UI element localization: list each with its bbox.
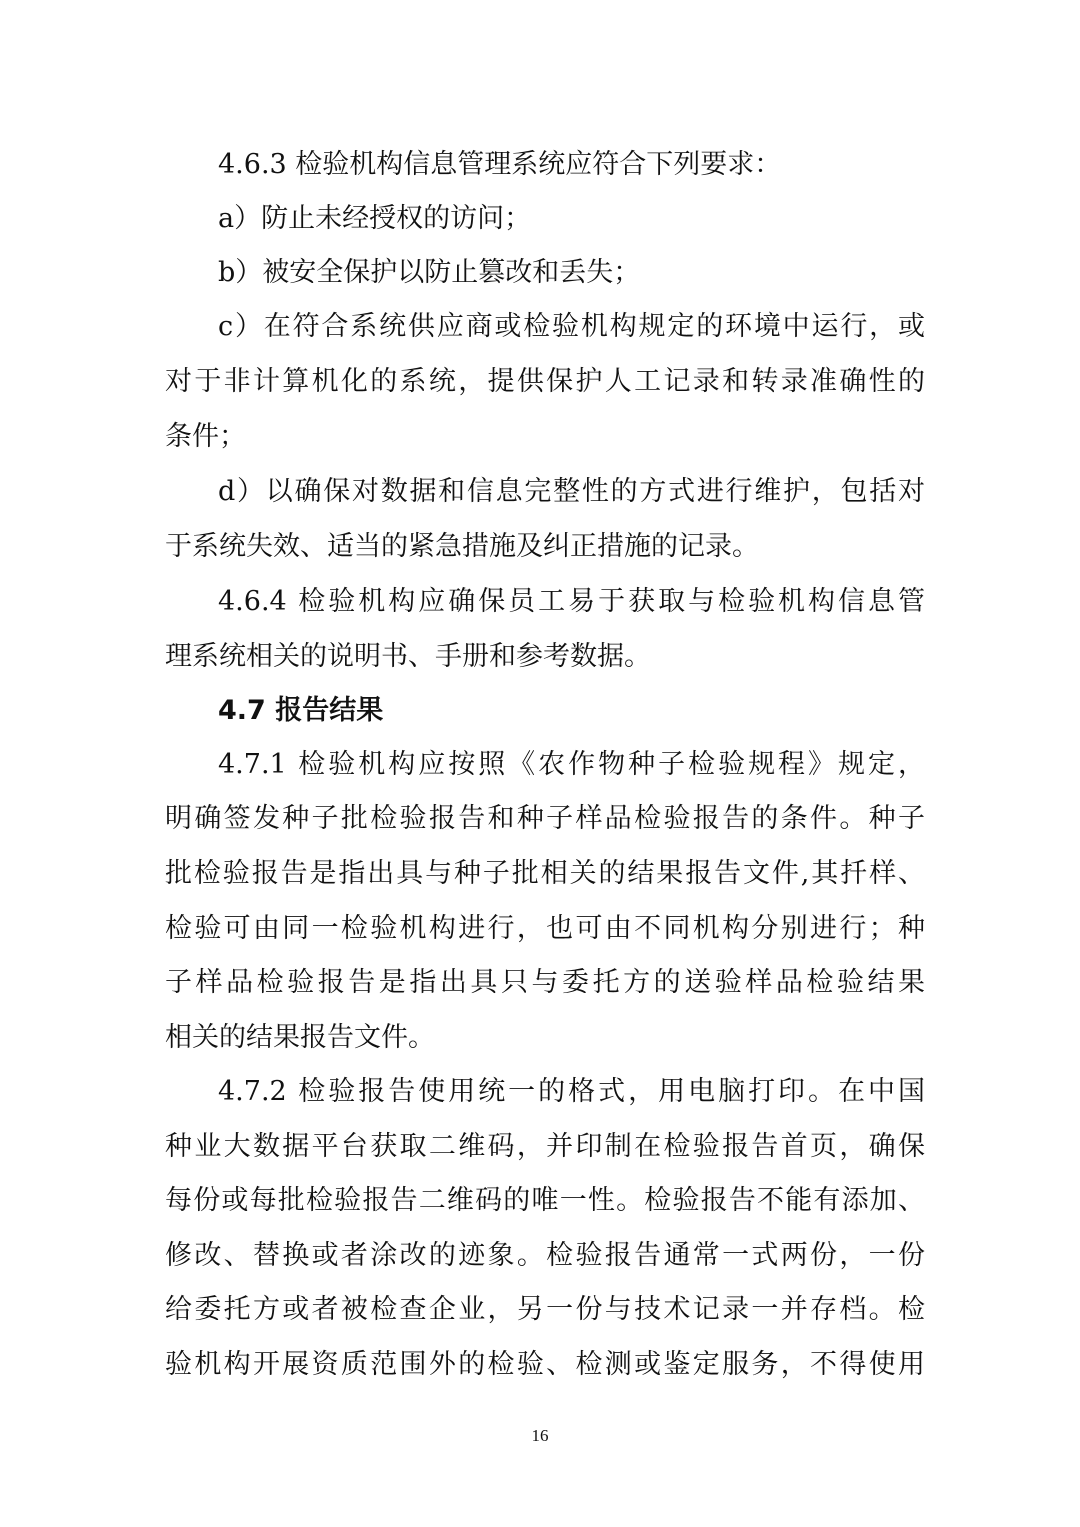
list-item-c-line-3: 条件； xyxy=(165,421,246,452)
clause-4-7-2-line-5: 给委托方或者被检查企业，另一份与技术记录一并存档。检 xyxy=(165,1294,925,1325)
list-item-c-line-2: 对于非计算机化的系统，提供保护人工记录和转录准确性的 xyxy=(165,366,925,397)
clause-4-7-1-line-6: 相关的结果报告文件。 xyxy=(165,1022,435,1053)
clause-4-7-1-line-5: 子样品检验报告是指出具只与委托方的送验样品检验结果 xyxy=(165,967,925,998)
clause-4-7-1-line-4: 检验可由同一检验机构进行，也可由不同机构分别进行；种 xyxy=(165,913,925,944)
clause-4-7-2-line-6: 验机构开展资质范围外的检验、检测或鉴定服务，不得使用 xyxy=(165,1349,925,1380)
clause-4-6-4-line-1: 4.6.4 检验机构应确保员工易于获取与检验机构信息管 xyxy=(218,586,925,617)
clause-4-6-3-title: 4.6.3 检验机构信息管理系统应符合下列要求： xyxy=(218,149,782,180)
section-4-7-heading: 4.7 报告结果 xyxy=(218,695,384,726)
clause-4-7-2-line-1: 4.7.2 检验报告使用统一的格式，用电脑打印。在中国 xyxy=(218,1076,925,1107)
list-item-c-line-1: c）在符合系统供应商或检验机构规定的环境中运行，或 xyxy=(218,311,925,342)
clause-4-6-4-line-2: 理系统相关的说明书、手册和参考数据。 xyxy=(165,641,651,672)
clause-4-7-2-line-3: 每份或每批检验报告二维码的唯一性。检验报告不能有添加、 xyxy=(165,1185,925,1216)
clause-4-7-1-line-1: 4.7.1 检验机构应按照《农作物种子检验规程》规定， xyxy=(218,749,925,780)
page-number: 16 xyxy=(531,1426,549,1445)
clause-4-7-1-line-2: 明确签发种子批检验报告和种子样品检验报告的条件。种子 xyxy=(165,803,925,834)
list-item-d-line-2: 于系统失效、适当的紧急措施及纠正措施的记录。 xyxy=(165,531,759,562)
clause-4-7-2-line-2: 种业大数据平台获取二维码，并印制在检验报告首页，确保 xyxy=(165,1131,925,1162)
clause-4-7-2-line-4: 修改、替换或者涂改的迹象。检验报告通常一式两份，一份 xyxy=(165,1240,925,1271)
list-item-d-line-1: d）以确保对数据和信息完整性的方式进行维护，包括对 xyxy=(218,476,925,507)
list-item-b: b）被安全保护以防止篡改和丢失； xyxy=(218,257,641,288)
clause-4-7-1-line-3: 批检验报告是指出具与种子批相关的结果报告文件,其扦样、 xyxy=(165,858,925,889)
list-item-a: a）防止未经授权的访问； xyxy=(218,203,532,234)
